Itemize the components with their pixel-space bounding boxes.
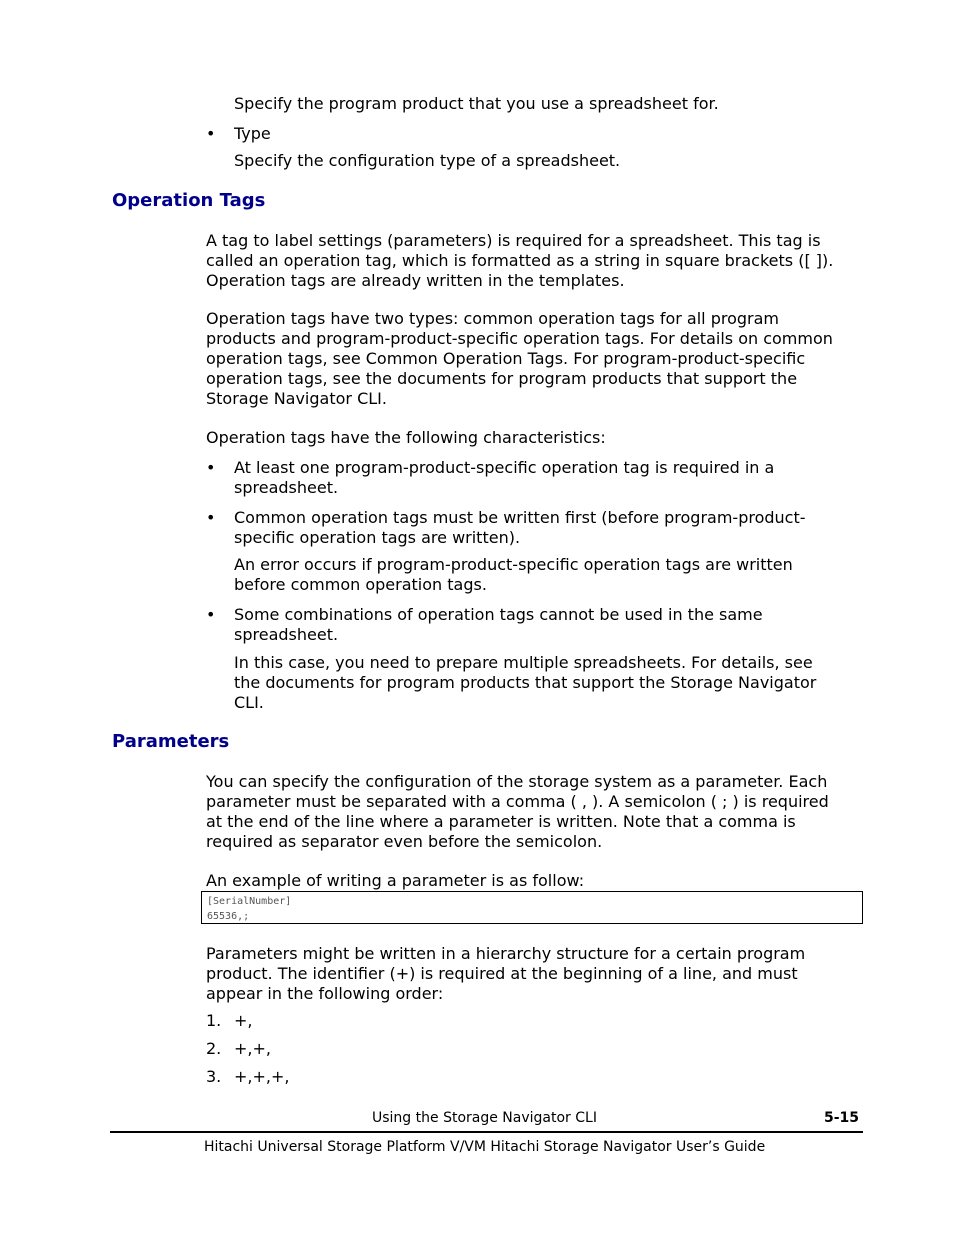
product-description: Specify the program product that you use a spreadsheet for. — [234, 94, 719, 113]
text-line: A tag to label settings (parameters) is required for a spreadsheet. This tag is — [206, 231, 821, 250]
bullet-item-3-note — [234, 653, 816, 713]
operation-tags-heading: Operation Tags — [112, 190, 266, 211]
code-line: [SerialNumber] — [207, 896, 292, 907]
bullet: • — [206, 508, 216, 527]
text-line: operation tags, see Common Operation Tags. For program-product-specific — [206, 349, 806, 368]
text-line: At least one program-product-specific operation tag is required in a — [234, 458, 775, 477]
text-line: at the end of the line where a parameter is written. Note that a comma is — [206, 812, 796, 831]
text-line: spreadsheet. — [234, 478, 339, 497]
bullet: • — [206, 605, 216, 624]
parameters-paragraph-2 — [206, 944, 805, 1004]
list-item: +,+, — [234, 1039, 271, 1058]
operation-tags-paragraph-2 — [206, 309, 833, 409]
code-line: 65536,; — [207, 911, 250, 922]
footer-section-title: Using the Storage Navigator CLI — [372, 1110, 597, 1126]
bullet-item-1 — [234, 458, 774, 498]
text-line: the documents for program products that support the Storage Navigator — [234, 673, 817, 692]
page-number: 5-15 — [824, 1110, 860, 1126]
text-line: before common operation tags. — [234, 575, 487, 594]
text-line: Common operation tags must be written first (before program-product- — [234, 508, 806, 527]
operation-tags-paragraph-1 — [206, 231, 833, 291]
text-line: specific operation tags are written). — [234, 528, 521, 547]
footer-guide-title: Hitachi Universal Storage Platform V/VM Hitachi Storage Navigator User’s Guide — [204, 1139, 766, 1155]
parameters-heading: Parameters — [112, 731, 230, 752]
type-label: Type — [234, 124, 271, 143]
footer-divider — [110, 1131, 863, 1133]
text-line: Storage Navigator CLI. — [206, 389, 387, 408]
list-number: 3. — [206, 1067, 222, 1086]
list-item: +,+,+, — [234, 1067, 290, 1086]
list-number: 2. — [206, 1039, 222, 1058]
text-line: Some combinations of operation tags cannot be used in the same — [234, 605, 763, 624]
bullet: • — [206, 124, 216, 143]
text-line: CLI. — [234, 693, 264, 712]
type-description: Specify the configuration type of a spreadsheet. — [234, 151, 621, 170]
text-line: Operation tags are already written in the templates. — [206, 271, 625, 290]
parameters-paragraph-1 — [206, 772, 829, 852]
bullet-item-3 — [234, 605, 763, 645]
characteristics-intro: Operation tags have the following characteristics: — [206, 428, 606, 447]
text-line: You can specify the configuration of the storage system as a parameter. Each — [206, 772, 828, 791]
bullet-item-2-note — [234, 555, 793, 595]
text-line: In this case, you need to prepare multiple spreadsheets. For details, see — [234, 653, 813, 672]
bullet: • — [206, 458, 216, 477]
text-line: parameter must be separated with a comma ( , ). A semicolon ( ; ) is required — [206, 792, 829, 811]
text-line: product. The identifier (+) is required at the beginning of a line, and must — [206, 964, 798, 983]
list-number: 1. — [206, 1011, 222, 1030]
text-line: Operation tags have two types: common operation tags for all program — [206, 309, 779, 328]
text-line: An error occurs if program-product-specific operation tags are written — [234, 555, 793, 574]
list-item: +, — [234, 1011, 253, 1030]
text-line: spreadsheet. — [234, 625, 339, 644]
text-line: Parameters might be written in a hierarchy structure for a certain program — [206, 944, 806, 963]
text-line: required as separator even before the semicolon. — [206, 832, 603, 851]
text-line: operation tags, see the documents for program products that support the — [206, 369, 798, 388]
text-line: called an operation tag, which is formatted as a string in square brackets ([ ]). — [206, 251, 834, 270]
example-intro: An example of writing a parameter is as follow: — [206, 871, 585, 890]
code-example-box — [201, 891, 863, 924]
bullet-item-2 — [234, 508, 806, 548]
text-line: appear in the following order: — [206, 984, 444, 1003]
text-line: products and program-product-specific operation tags. For details on common — [206, 329, 833, 348]
